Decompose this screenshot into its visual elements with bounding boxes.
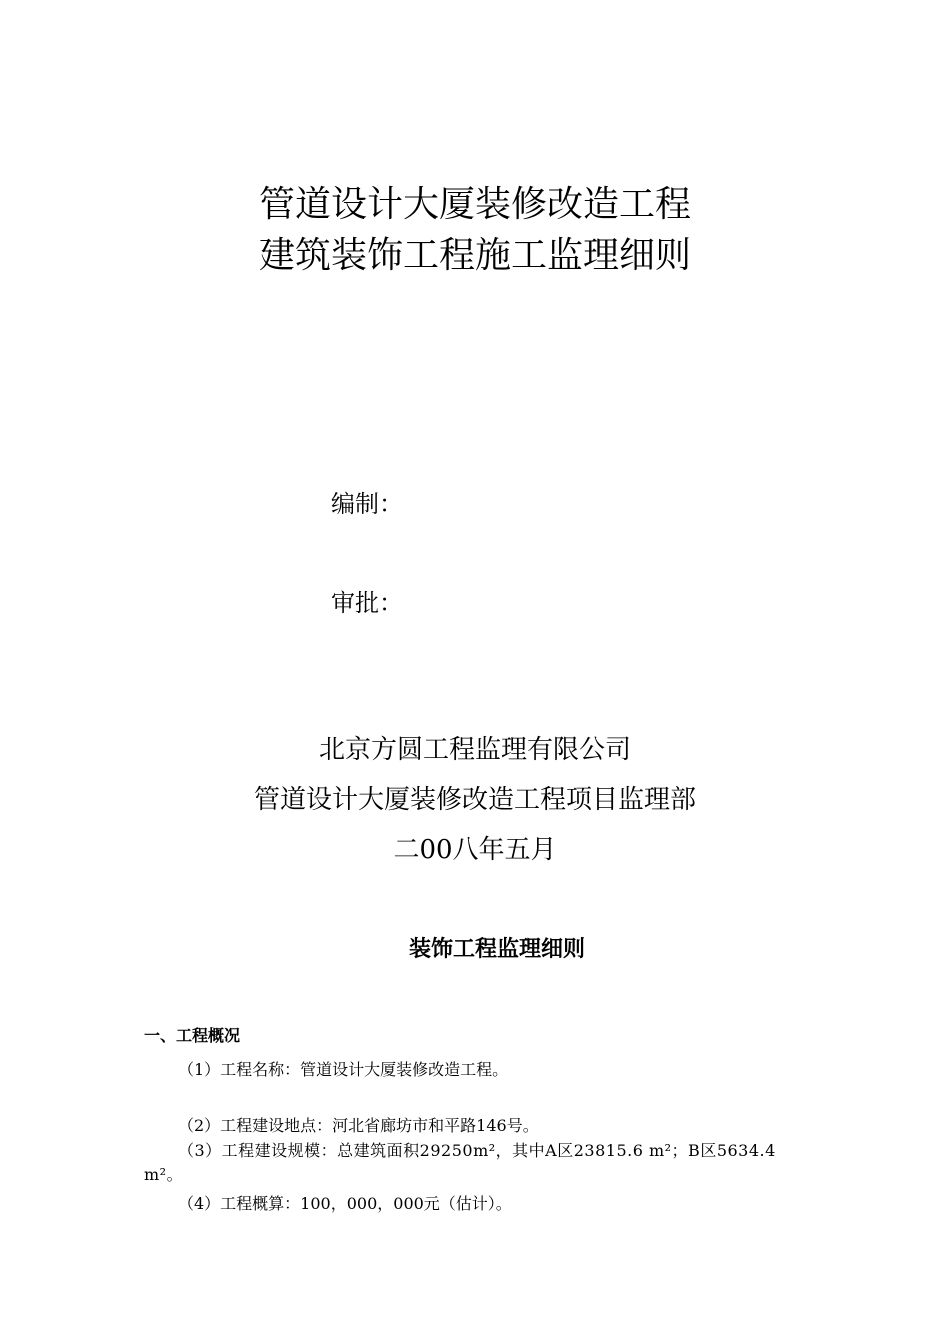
approved-by-label: 审批： [331,589,403,617]
overview-item-budget: （4）工程概算：100，000，000元（估计）。 [178,1194,512,1213]
document-title-line-1: 管道设计大厦装修改造工程 [258,184,691,225]
project-department: 管道设计大厦装修改造工程项目监理部 [253,785,696,815]
document-date: 二00八年五月 [393,835,557,865]
company-name: 北京方圆工程监理有限公司 [318,735,631,765]
section-heading: 一、工程概况 [144,1026,241,1045]
main-heading: 装饰工程监理细则 [408,937,585,962]
document-title-line-2: 建筑装饰工程施工监理细则 [258,235,691,276]
overview-item-name: （1）工程名称：管道设计大厦装修改造工程。 [178,1060,509,1079]
overview-item-scale: （3）工程建设规模：总建筑面积29250m²，其中A区23815.6 m²；B区5634.4 m²。 [144,1141,776,1184]
compiled-by-label: 编制： [331,490,403,518]
overview-item-location: （2）工程建设地点：河北省廊坊市和平路146号。 [178,1116,539,1135]
